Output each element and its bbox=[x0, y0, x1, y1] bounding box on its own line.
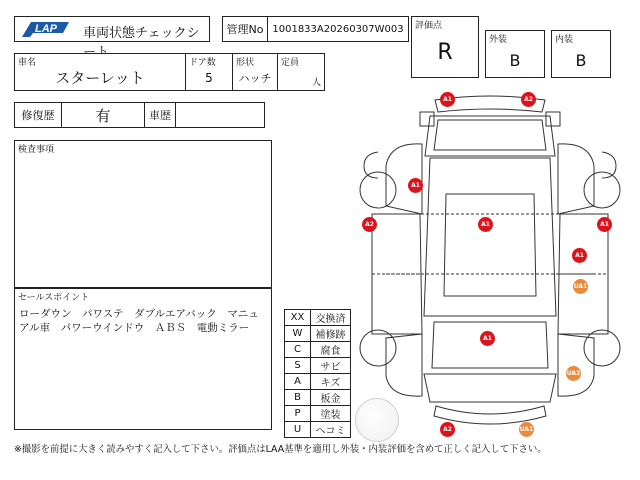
left-front-tire bbox=[360, 172, 396, 208]
left-mirror bbox=[364, 152, 378, 178]
right-front-tire bbox=[584, 172, 620, 208]
doors-box bbox=[185, 53, 233, 91]
legend-meaning: ヘコミ bbox=[311, 422, 351, 438]
right-front-fender bbox=[558, 144, 594, 214]
vehicle-name-label: 車名 bbox=[18, 58, 37, 68]
capacity-box bbox=[277, 53, 325, 91]
right-mirror bbox=[602, 152, 616, 178]
inspection-box bbox=[14, 140, 272, 288]
damage-code-legend bbox=[284, 309, 351, 438]
legend-meaning: キズ bbox=[311, 374, 351, 390]
car-diagram bbox=[350, 86, 630, 434]
left-rear-tire bbox=[360, 330, 396, 366]
legend-meaning: 交換済 bbox=[311, 310, 351, 326]
damage-marker: A1 bbox=[572, 248, 587, 263]
legend-row bbox=[285, 358, 351, 374]
management-number-box bbox=[267, 16, 409, 42]
damage-marker: A1 bbox=[478, 217, 493, 232]
shape-value: ハッチ bbox=[238, 72, 272, 85]
doors-value: 5 bbox=[205, 71, 213, 85]
damage-marker: UA2 bbox=[566, 366, 581, 381]
footer-note: ※撮影を前提に大きく読みやすく記入して下さい。評価点はLAA基準を適用し外装・内装評価を含めて正しく記入して下さい。 bbox=[14, 444, 547, 455]
legend-row bbox=[285, 342, 351, 358]
legend-code: C bbox=[285, 342, 311, 358]
headlight-left bbox=[420, 112, 434, 126]
right-rear-tire bbox=[584, 330, 620, 366]
damage-marker: A1 bbox=[480, 331, 495, 346]
repair-history-value-box bbox=[61, 102, 145, 128]
legend-row bbox=[285, 406, 351, 422]
legend-row bbox=[285, 310, 351, 326]
legend-meaning: サビ bbox=[311, 358, 351, 374]
damage-marker: A2 bbox=[440, 422, 455, 437]
left-rear-fender bbox=[386, 334, 422, 396]
legend-row bbox=[285, 326, 351, 342]
car-history-label-box bbox=[144, 102, 176, 128]
repair-history-label: 修復歴 bbox=[21, 109, 55, 122]
interior-label: 内装 bbox=[555, 35, 574, 45]
interior-grade: B bbox=[575, 50, 587, 70]
exterior-grade-box bbox=[485, 30, 545, 78]
capacity-unit: 人 bbox=[311, 78, 321, 88]
score-value: R bbox=[437, 39, 453, 65]
doors-label: ドア数 bbox=[189, 58, 216, 68]
laa-logo bbox=[19, 19, 73, 39]
damage-marker: A1 bbox=[408, 178, 423, 193]
shape-box bbox=[232, 53, 278, 91]
management-label-box bbox=[222, 16, 268, 42]
damage-marker: A1 bbox=[440, 92, 455, 107]
legend-code: XX bbox=[285, 310, 311, 326]
damage-marker: A2 bbox=[521, 92, 536, 107]
legend-code: W bbox=[285, 326, 311, 342]
rear-bumper bbox=[434, 406, 546, 424]
damage-marker: UA1 bbox=[519, 422, 534, 437]
legend-code: A bbox=[285, 374, 311, 390]
rear-hatch bbox=[424, 374, 556, 402]
damage-marker: A2 bbox=[362, 217, 377, 232]
legend-meaning: 板金 bbox=[311, 390, 351, 406]
repair-history-label-box bbox=[14, 102, 62, 128]
headlight-right bbox=[546, 112, 560, 126]
damage-marker: A1 bbox=[597, 217, 612, 232]
damage-marker: UA1 bbox=[573, 279, 588, 294]
sales-points-box bbox=[14, 288, 272, 430]
sheet-title: 車両状態チェックシ bbox=[83, 26, 200, 41]
header-title-box bbox=[14, 16, 210, 42]
legend-row bbox=[285, 390, 351, 406]
legend-code: P bbox=[285, 406, 311, 422]
roof bbox=[444, 194, 536, 296]
management-number: 1001833A20260307W003 bbox=[272, 23, 404, 35]
legend-code: U bbox=[285, 422, 311, 438]
inspection-label: 検査事項 bbox=[18, 145, 55, 155]
legend-meaning: 塗装 bbox=[311, 406, 351, 422]
exterior-grade: B bbox=[509, 50, 521, 70]
management-label: 管理No bbox=[226, 23, 264, 36]
capacity-label: 定員 bbox=[281, 58, 300, 68]
shape-label: 形状 bbox=[236, 58, 255, 68]
score-box bbox=[411, 16, 479, 78]
front-windshield bbox=[434, 120, 546, 150]
interior-grade-box bbox=[551, 30, 611, 78]
sales-points-label: セールスポイント bbox=[18, 293, 90, 303]
car-history-label: 車歴 bbox=[149, 109, 171, 122]
vehicle-name-box bbox=[14, 53, 186, 91]
legend-code: S bbox=[285, 358, 311, 374]
legend-row bbox=[285, 374, 351, 390]
car-history-value-box bbox=[175, 102, 265, 128]
repair-history-value: 有 bbox=[95, 106, 111, 125]
legend-meaning: 補修跡 bbox=[311, 326, 351, 342]
vehicle-name: スターレット bbox=[55, 68, 145, 87]
legend-code: B bbox=[285, 390, 311, 406]
exterior-label: 外装 bbox=[489, 35, 508, 45]
logo-text: LAP bbox=[35, 23, 57, 35]
legend-row bbox=[285, 422, 351, 438]
score-label: 評価点 bbox=[415, 21, 443, 31]
right-rear-fender bbox=[558, 334, 594, 396]
sales-points-text: ローダウン パワステ ダブルエアバック マニュアル車 パワーウインドウ ＡＢＳ 電動ミラー bbox=[19, 308, 259, 334]
legend-meaning: 腐食 bbox=[311, 342, 351, 358]
